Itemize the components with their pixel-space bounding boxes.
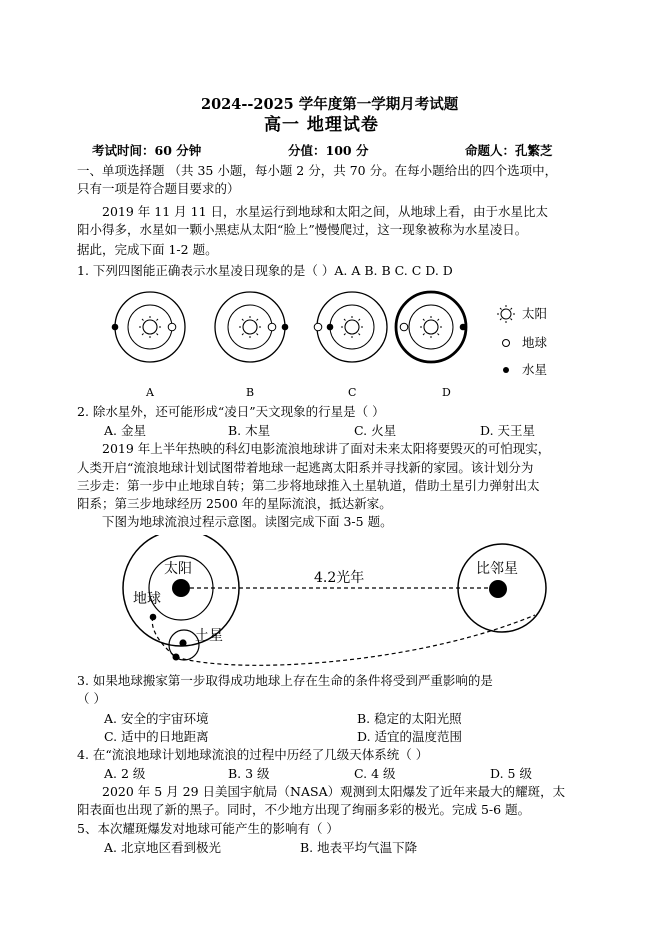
question-2: 2. 除水星外，还可能形成“凌日”天文现象的行星是（ ） [77, 404, 385, 419]
q4-option-a: A. 2 级 [104, 766, 146, 781]
question-5: 5、本次耀斑爆发对地球可能产生的影响有（ ） [77, 821, 339, 836]
figure-label-d: D [442, 386, 451, 399]
figure-c [314, 292, 387, 362]
sun-icon [139, 316, 161, 338]
sun-icon [420, 316, 442, 338]
q3-option-a: A. 安全的宇宙环境 [104, 711, 209, 726]
legend-earth: 地球 [522, 335, 548, 350]
figure-label-b: B [246, 386, 255, 399]
figure-a [112, 292, 185, 362]
q2-option-b: B. 木星 [228, 423, 271, 438]
transit-diagram [100, 283, 550, 403]
q2-option-d: D. 天王星 [480, 423, 536, 438]
mercury-dot [282, 324, 289, 331]
question-3: 3. 如果地球搬家第一步取得成功地球上存在生命的条件将受到严重影响的是 [77, 673, 493, 688]
q3-option-c: C. 适中的日地距离 [104, 729, 209, 744]
earth-dot [168, 323, 176, 331]
figure-b [215, 292, 288, 362]
passage-2-line-1: 2019 年上半年热映的科幻电影流浪地球讲了面对未来太阳将要毁灭的可怕现实， [102, 441, 551, 456]
earth-dot [314, 323, 322, 331]
q4-option-b: B. 3 级 [228, 766, 270, 781]
legend-mercury: 水星 [522, 362, 548, 377]
passage-2-line-5: 下图为地球流浪过程示意图。读图完成下面 3-5 题。 [102, 514, 393, 529]
q4-option-d: D. 5 级 [490, 766, 532, 781]
mercury-dot [503, 367, 509, 373]
section-heading: 一、单项选择题 （共 35 小题，每小题 2 分，共 70 分。在每小题给出的四个选项中， [77, 163, 558, 178]
passage-2-line-4: 阳系；第三步地球经历 2500 年的星际流浪，抵达新家。 [77, 496, 392, 511]
exam-time: 考试时间：60 分钟 [92, 143, 202, 158]
question-1: 1. 下列四图能正确表示水星凌日现象的是（ ）A. A B. B C. C D. D [77, 263, 453, 278]
passage-1-line-2: 阳小得多，水星如一颗小黑痣从太阳“脸上”慢慢爬过，这一现象被称为水星凌日。 [77, 222, 528, 237]
earth-dot [400, 323, 408, 331]
legend-sun: 太阳 [522, 306, 548, 321]
exam-title: 2024--2025 学年度第一学期月考试题 [201, 96, 459, 113]
passage-1-line-3: 据此，完成下面 1-2 题。 [77, 242, 218, 257]
wandering-earth-diagram [115, 535, 555, 670]
passage-1-line-1: 2019 年 11 月 11 日，水星运行到地球和太阳之间，从地球上看，由于水星比太 [102, 204, 548, 219]
proxima-dot [489, 580, 507, 598]
q5-option-a: A. 北京地区看到极光 [104, 840, 221, 855]
mercury-dot [112, 324, 119, 331]
q2-option-a: A. 金星 [104, 423, 146, 438]
q3-option-b: B. 稳定的太阳光照 [357, 711, 462, 726]
figure-d [396, 292, 466, 362]
earth-dot [503, 340, 510, 347]
distance-label: 4.2光年 [314, 570, 365, 586]
sun-icon [239, 316, 261, 338]
sun-icon [341, 316, 363, 338]
saturn-label: 土星 [195, 628, 223, 644]
earth-dot [268, 323, 276, 331]
question-4: 4. 在“流浪地球计划地球流浪的过程中历经了几级天体系统（ ） [77, 747, 429, 762]
mercury-dot [460, 324, 467, 331]
exam-score: 分值：100 分 [288, 143, 369, 158]
mercury-dot [327, 324, 334, 331]
sun-icon [497, 305, 515, 323]
q3-option-d: D. 适宜的温度范围 [357, 729, 463, 744]
exam-subtitle: 高一 地理试卷 [264, 115, 379, 135]
q2-option-c: C. 火星 [354, 423, 397, 438]
earth-label: 地球 [133, 591, 161, 607]
section-heading-cont: 只有一项是符合题目要求的） [77, 181, 240, 196]
sun-dot [172, 579, 190, 597]
passage-3-line-1: 2020 年 5 月 29 日美国宇航局（NASA）观测到太阳爆发了近年来最大的耀斑，太 [102, 784, 566, 799]
saturn-dot [179, 639, 186, 646]
legend [497, 305, 548, 377]
sun-label: 太阳 [164, 561, 192, 577]
proxima-label: 比邻星 [476, 561, 518, 577]
figure-label-c: C [348, 386, 357, 399]
passage-2-line-3: 三步走：第一步中止地球自转；第二步将地球推入土星轨道，借助土星引力弹射出太 [77, 478, 540, 493]
exam-author: 命题人：孔繁芝 [465, 143, 553, 158]
passage-3-line-2: 阳表面也出现了新的黑子。同时，不少地方出现了绚丽多彩的极光。完成 5-6 题。 [77, 802, 531, 817]
figure-label-a: A [146, 386, 154, 399]
question-3-paren: （ ） [77, 691, 106, 706]
q4-option-c: C. 4 级 [354, 766, 396, 781]
passage-2-line-2: 人类开启“流浪地球计划试图带着地球一起逃离太阳系并寻找新的家园。该计划分为 [77, 460, 534, 475]
q5-option-b: B. 地表平均气温下降 [300, 840, 418, 855]
